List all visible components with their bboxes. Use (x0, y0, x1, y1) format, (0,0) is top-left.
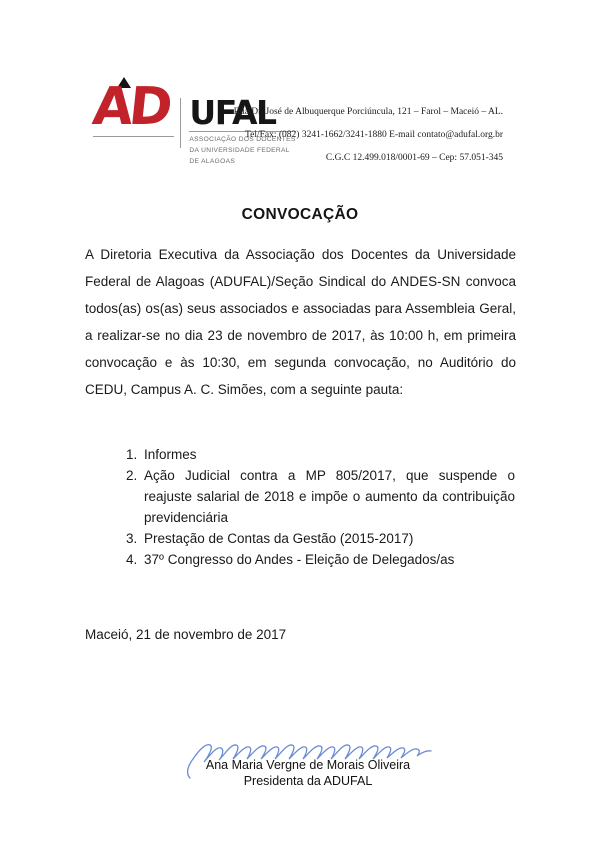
date-place-line: Maceió, 21 de novembro de 2017 (85, 627, 287, 642)
agenda-list (120, 444, 515, 570)
signature-block (158, 738, 458, 789)
signatory-role: Presidenta da ADUFAL (243, 774, 373, 788)
cgc-cep-line: C.G.C 12.499.018/0001-69 – Cep: 57.051-345 (325, 153, 503, 163)
signature-ink-stroke (188, 745, 431, 778)
agenda-item: 2. Ação Judicial contra a MP 805/2017, que suspende o reajuste salarial de 2018 e impõe o aumento da contribuição previdenciária (141, 465, 515, 528)
ad-logo-text: AD (89, 77, 172, 137)
signatory-name: Ana Maria Vergne de Morais Oliveira (205, 758, 411, 772)
agenda-item: 3. Prestação de Contas da Gestão (2015-2017) (141, 528, 515, 549)
logo-subtitle-line: DA UNIVERSIDADE FEDERAL (189, 147, 290, 155)
handwritten-signature (182, 738, 434, 780)
document-title: CONVOCAÇÃO (241, 206, 359, 223)
agenda-item: 1. Informes (141, 444, 515, 465)
logo-divider (180, 98, 181, 148)
body-paragraph: A Diretoria Executiva da Associação dos Docentes da Universidade Federal de Alagoas (ADUFAL)/Seção Sindical do ANDES-SN convoca todos(as) os(as) seus associados e associadas para Assembleia Geral, a realizar-se no dia 23 de novembro de 2017, às 10:00 h, em primeira convocação e às 10:30, em segunda convocação, no Auditório do CEDU, Campus A. C. Simões, com a seguinte pauta: (85, 247, 516, 397)
logo-subtitle-line: DE ALAGOAS (189, 158, 236, 166)
ufal-wordmark: UFAL (189, 97, 295, 132)
phone-email-line: Tel/Fax: (082) 3241-1662/3241-1880 E-mail contato@adufal.org.br (244, 130, 503, 140)
address-line: Rua Dr. José de Albuquerque Porciúncula, 121 – Farol – Maceió – AL. (233, 107, 503, 117)
logo-subtitle-line: ASSOCIAÇÃO DOS DOCENTES (189, 136, 296, 144)
agenda-item: 4. 37º Congresso do Andes - Eleição de Delegados/as (141, 549, 515, 570)
ad-logo-mark (89, 77, 174, 137)
letterhead-contact-info (234, 101, 503, 170)
